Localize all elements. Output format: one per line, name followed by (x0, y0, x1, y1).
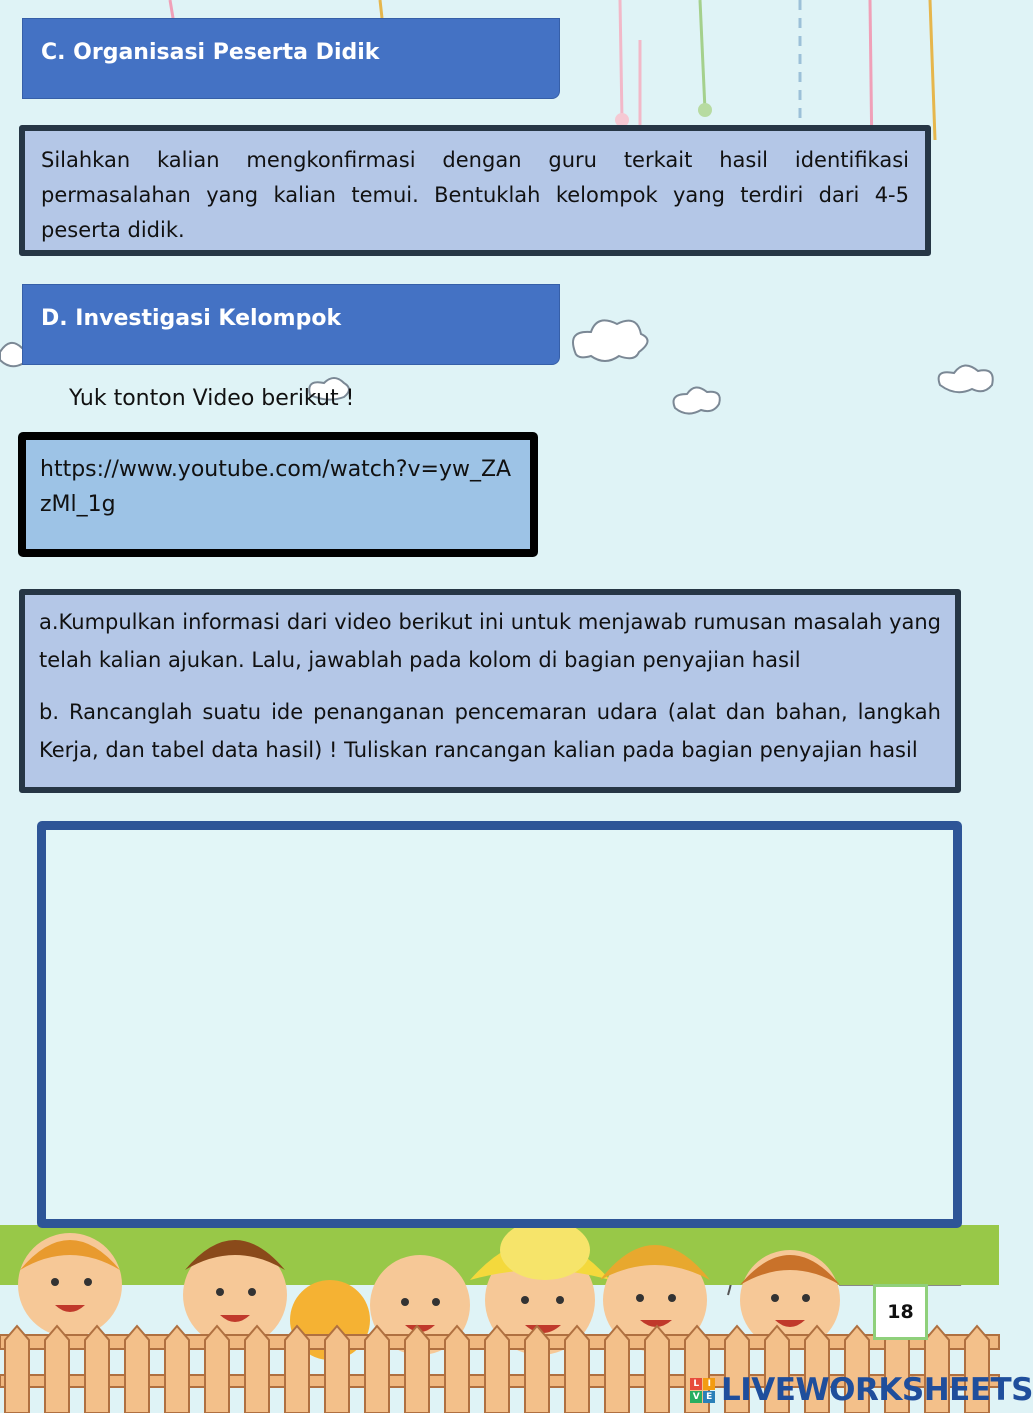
section-d-heading (22, 284, 560, 365)
task-b-text: b. Rancanglah suatu ide penanganan pencemaran udara (alat dan bahan, langkah Kerja, dan tabel data hasil) ! Tuliskan rancangan kalian pada bagian penyajian hasil (39, 700, 941, 762)
liveworksheets-text: LIVEWORKSHEETS (721, 1372, 1033, 1408)
logo-letter-v: V (690, 1391, 702, 1403)
page-number (873, 1284, 928, 1340)
page-number-value: 18 (887, 1301, 914, 1323)
liveworksheets-brand (690, 1372, 1033, 1408)
section-c-heading (22, 18, 560, 99)
liveworksheets-logo-icon (690, 1378, 715, 1403)
video-intro-text: Yuk tonton Video berikut ! (69, 386, 355, 411)
section-c-title: C. Organisasi Peserta Didik (41, 40, 380, 65)
video-link[interactable]: https://www.youtube.com/watch?v=yw_ZAzMl_1g (40, 457, 512, 517)
video-link-box (18, 432, 538, 557)
task-a-text: a.Kumpulkan informasi dari video berikut ini untuk menjawab rumusan masalah yang telah kalian ajukan. Lalu, jawablah pada kolom di bagian penyajian hasil (39, 610, 941, 672)
task-instruction-box (19, 589, 961, 793)
logo-letter-e: E (703, 1391, 715, 1403)
section-d-title: D. Investigasi Kelompok (41, 306, 342, 331)
logo-letter-l: L (690, 1378, 702, 1390)
section-c-text: Silahkan kalian mengkonfirmasi dengan guru terkait hasil identifikasi permasalahan yang kalian temui. Bentuklah kelompok yang terdiri dari 4-5 peserta didik. (41, 148, 909, 242)
logo-letter-i: I (703, 1378, 715, 1390)
section-c-instruction-box (19, 125, 931, 256)
answer-area[interactable] (37, 821, 962, 1228)
